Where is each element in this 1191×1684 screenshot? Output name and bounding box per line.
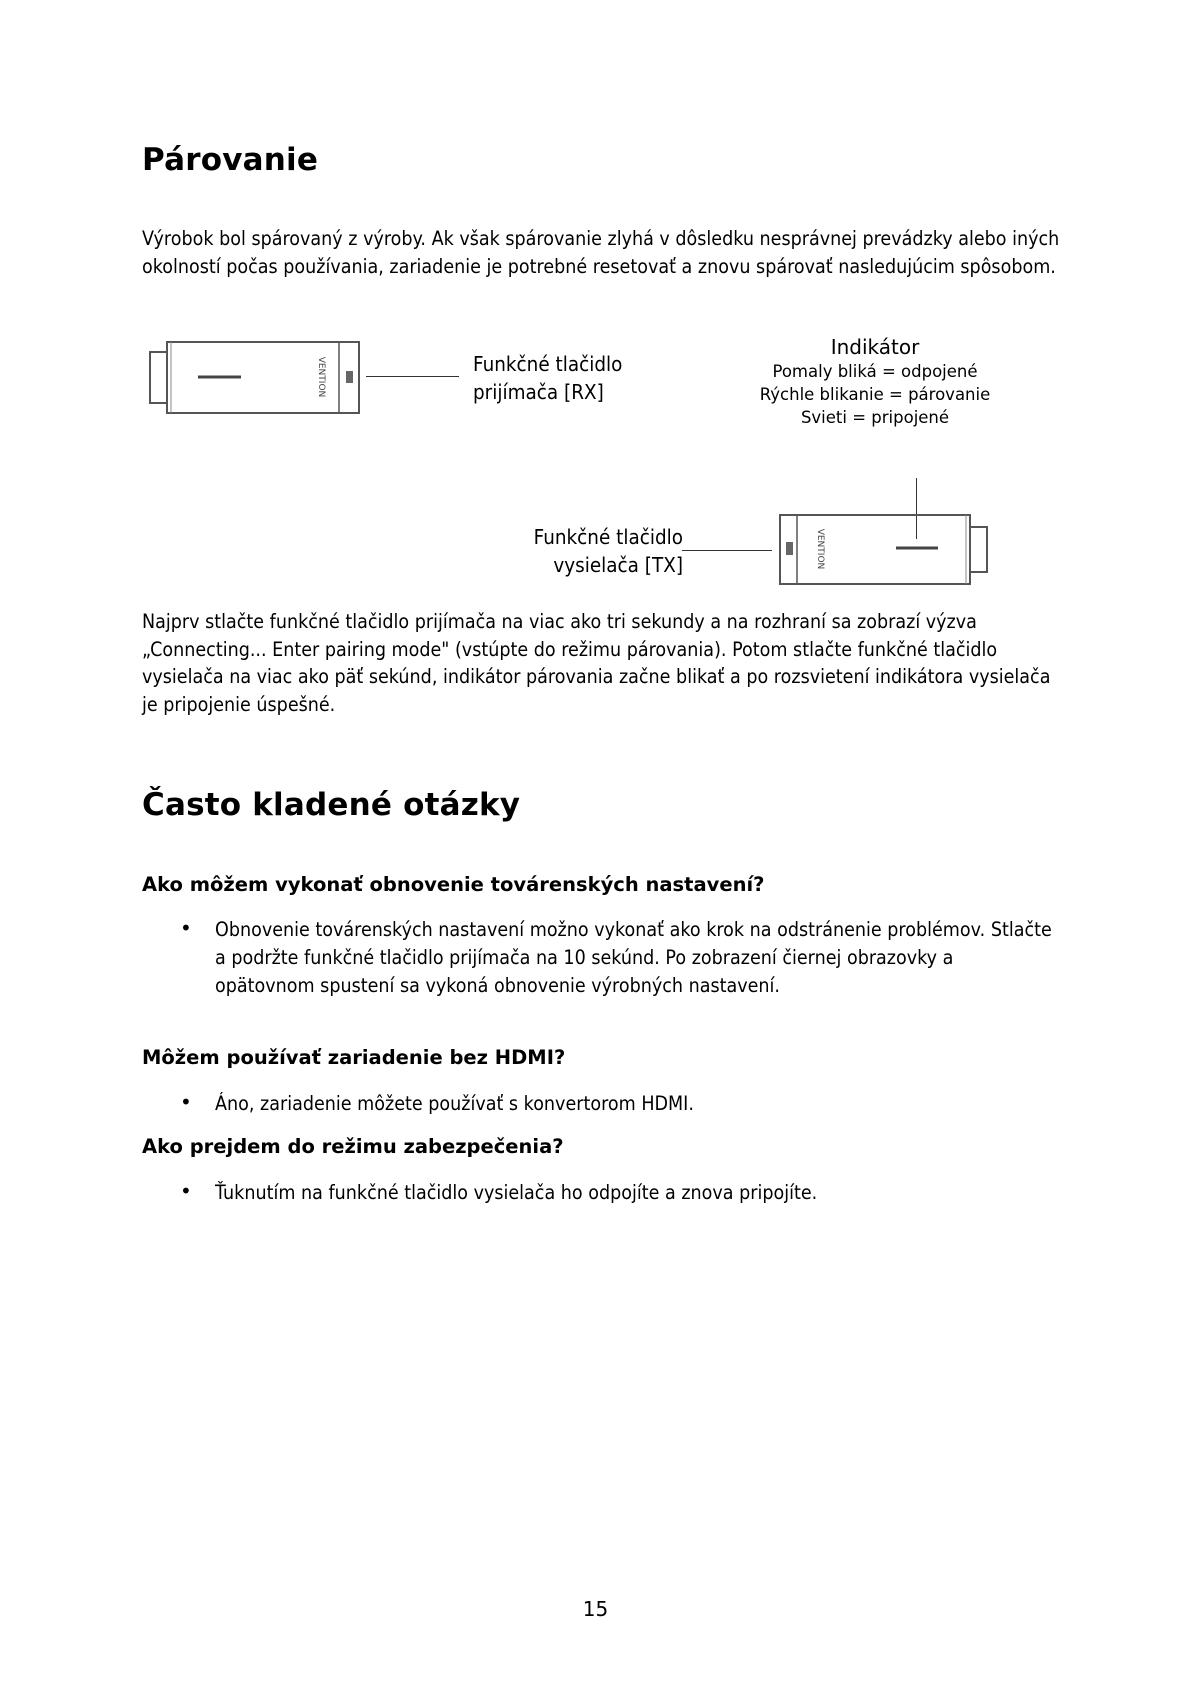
- section-title-faq: Často kladené otázky: [142, 787, 521, 823]
- indicator-title: Indikátor: [830, 335, 920, 359]
- brand-logo-tx: VENTION: [815, 528, 825, 570]
- indicator-on: Svieti = pripojené: [800, 408, 950, 427]
- transmitter-dongle-illustration: [778, 512, 993, 587]
- indicator-fast: Rýchle blikanie = párovanie: [759, 385, 991, 404]
- rx-label-line2: prijímača [RX]: [473, 380, 604, 404]
- tx-button-label: [517, 523, 683, 579]
- pairing-intro: Výrobok bol spárovaný z výroby. Ak však spárovanie zlyhá v dôsledku nesprávnej prevádzky alebo iných okolností počas používania, zariadenie je potrebné resetovať a znovu spárovať nasledujúcim spôsobom.: [142, 227, 1060, 278]
- section-title-pairing: Párovanie: [142, 142, 319, 178]
- faq-answer-1: Obnovenie továrenských nastavení možno vykonať ako krok na odstránenie problémov. Stlačte a podržte funkčné tlačidlo prijímača na 10 sekúnd. Po zobrazení čiernej obrazovky a opätovnom spustení sa vykoná obnovenie výrobných nastavení.: [215, 918, 1052, 997]
- bullet-1: •: [180, 916, 192, 940]
- bullet-3: •: [180, 1179, 192, 1203]
- rx-button-label: [473, 350, 622, 406]
- faq-answer-3: Ťuknutím na funkčné tlačidlo vysielača ho odpojíte a znova pripojíte.: [215, 1181, 818, 1204]
- brand-logo-rx: VENTION: [316, 356, 326, 398]
- tx-label-line1: Funkčné tlačidlo: [533, 525, 683, 549]
- indicator-legend: [725, 334, 1025, 429]
- tx-label-line2: vysielača [TX]: [553, 553, 683, 577]
- pairing-instructions: Najprv stlačte funkčné tlačidlo prijímača na viac ako tri sekundy a na rozhraní sa zobrazí výzva „Connecting... Enter pairing mode" (vstúpte do režimu párovania). Potom stlačte funkčné tlačidlo vysielača na viac ako päť sekúnd, indikátor párovania začne blikať a po rozsvietení indikátora vysielača je pripojenie úspešné.: [142, 610, 1051, 716]
- bullet-2: •: [180, 1090, 192, 1114]
- tx-leader-line: [682, 550, 772, 551]
- faq-answer-2: Áno, zariadenie môžete používať s konvertorom HDMI.: [215, 1092, 694, 1115]
- receiver-dongle-illustration: [146, 338, 371, 418]
- rx-label-line1: Funkčné tlačidlo: [473, 352, 623, 376]
- page-number: 15: [582, 1597, 609, 1621]
- rx-leader-line: [366, 376, 459, 377]
- faq-question-3: Ako prejdem do režimu zabezpečenia?: [142, 1135, 564, 1158]
- faq-question-1: Ako môžem vykonať obnovenie továrenských nastavení?: [142, 873, 765, 896]
- indicator-slow: Pomaly bliká = odpojené: [772, 362, 978, 381]
- faq-question-2: Môžem používať zariadenie bez HDMI?: [142, 1046, 566, 1069]
